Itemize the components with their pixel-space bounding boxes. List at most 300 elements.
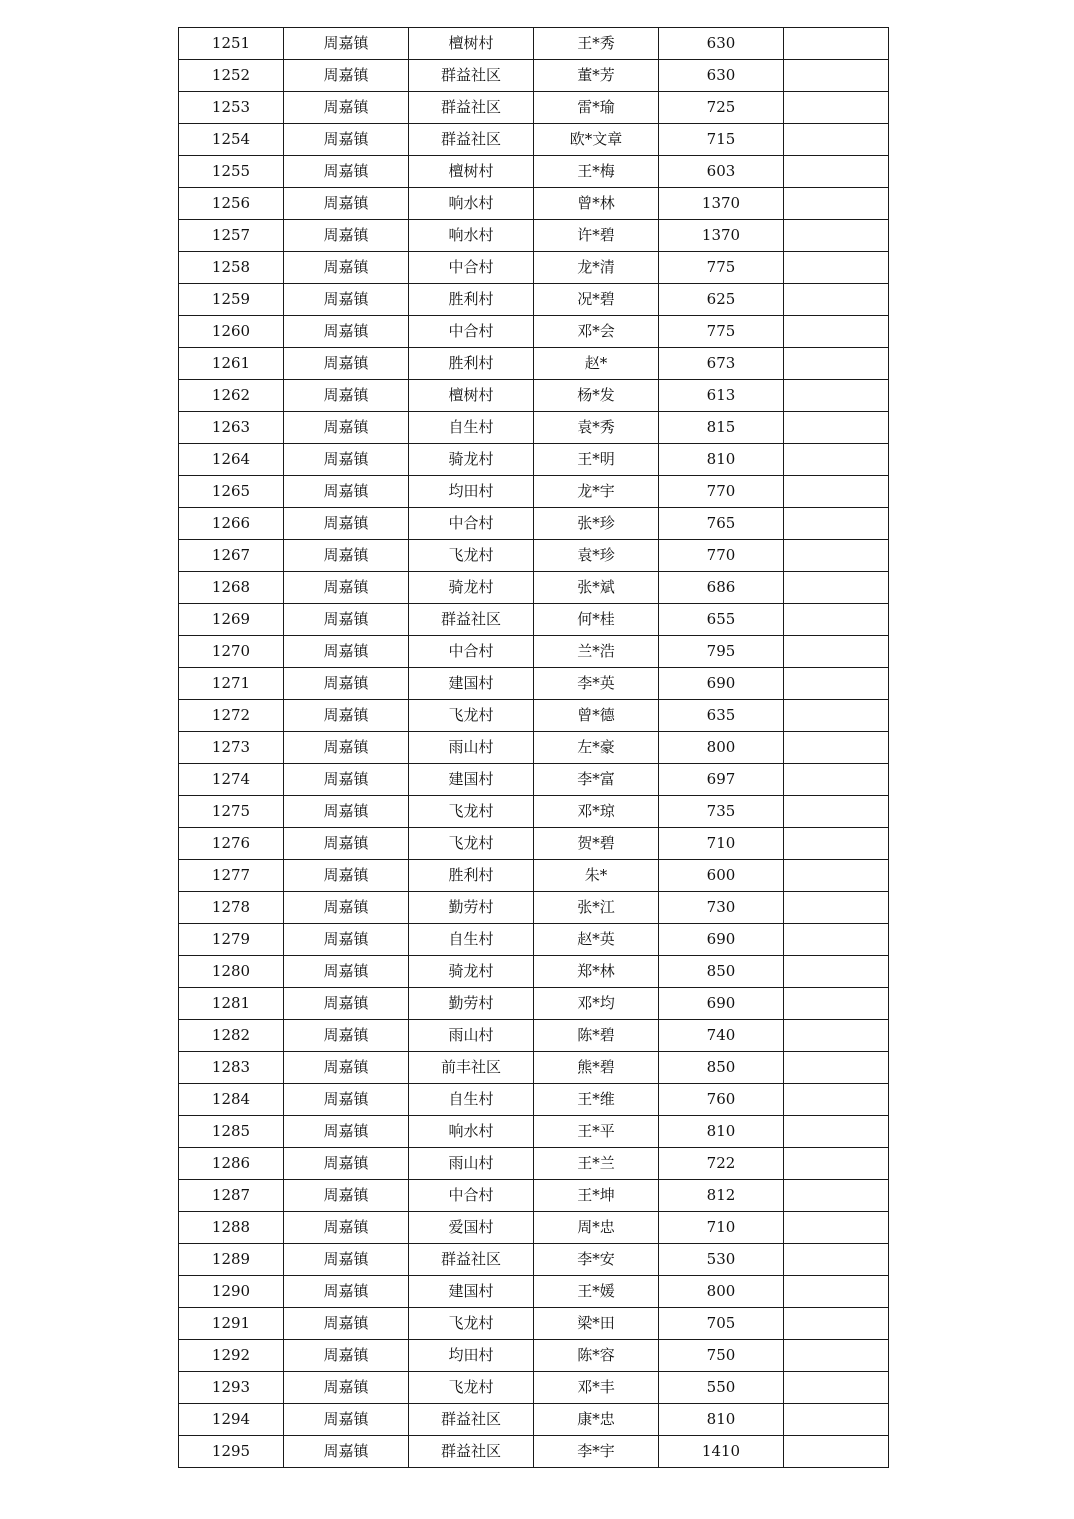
row-number-cell: 1259 — [179, 284, 284, 316]
village-cell: 建国村 — [409, 1276, 534, 1308]
row-number-cell: 1271 — [179, 668, 284, 700]
town-cell: 周嘉镇 — [284, 60, 409, 92]
town-cell: 周嘉镇 — [284, 124, 409, 156]
name-cell: 邓*琼 — [534, 796, 659, 828]
name-cell: 贺*碧 — [534, 828, 659, 860]
village-cell: 自生村 — [409, 412, 534, 444]
village-cell: 中合村 — [409, 636, 534, 668]
note-cell — [784, 444, 889, 476]
village-cell: 中合村 — [409, 252, 534, 284]
table-row — [179, 1372, 889, 1404]
row-number-cell: 1279 — [179, 924, 284, 956]
row-number-cell: 1277 — [179, 860, 284, 892]
table-row — [179, 444, 889, 476]
amount-cell: 530 — [659, 1244, 784, 1276]
name-cell: 王*明 — [534, 444, 659, 476]
row-number-cell: 1276 — [179, 828, 284, 860]
name-cell: 邓*均 — [534, 988, 659, 1020]
amount-cell: 815 — [659, 412, 784, 444]
table-row — [179, 252, 889, 284]
note-cell — [784, 252, 889, 284]
table-row — [179, 796, 889, 828]
amount-cell: 715 — [659, 124, 784, 156]
amount-cell: 613 — [659, 380, 784, 412]
town-cell: 周嘉镇 — [284, 1020, 409, 1052]
town-cell: 周嘉镇 — [284, 732, 409, 764]
table-row — [179, 1436, 889, 1468]
name-cell: 李*富 — [534, 764, 659, 796]
row-number-cell: 1261 — [179, 348, 284, 380]
amount-cell: 705 — [659, 1308, 784, 1340]
amount-cell: 630 — [659, 28, 784, 60]
row-number-cell: 1280 — [179, 956, 284, 988]
name-cell: 许*碧 — [534, 220, 659, 252]
village-cell: 雨山村 — [409, 1020, 534, 1052]
amount-cell: 690 — [659, 924, 784, 956]
village-cell: 雨山村 — [409, 732, 534, 764]
town-cell: 周嘉镇 — [284, 1180, 409, 1212]
town-cell: 周嘉镇 — [284, 1372, 409, 1404]
name-cell: 王*秀 — [534, 28, 659, 60]
name-cell: 张*斌 — [534, 572, 659, 604]
name-cell: 康*忠 — [534, 1404, 659, 1436]
village-cell: 檀树村 — [409, 380, 534, 412]
row-number-cell: 1267 — [179, 540, 284, 572]
amount-cell: 775 — [659, 316, 784, 348]
amount-cell: 630 — [659, 60, 784, 92]
town-cell: 周嘉镇 — [284, 764, 409, 796]
amount-cell: 710 — [659, 1212, 784, 1244]
note-cell — [784, 700, 889, 732]
village-cell: 飞龙村 — [409, 1372, 534, 1404]
note-cell — [784, 1052, 889, 1084]
name-cell: 邓*会 — [534, 316, 659, 348]
note-cell — [784, 1148, 889, 1180]
note-cell — [784, 636, 889, 668]
amount-cell: 1410 — [659, 1436, 784, 1468]
note-cell — [784, 1212, 889, 1244]
note-cell — [784, 1020, 889, 1052]
town-cell: 周嘉镇 — [284, 988, 409, 1020]
table-row — [179, 1052, 889, 1084]
row-number-cell: 1265 — [179, 476, 284, 508]
town-cell: 周嘉镇 — [284, 1148, 409, 1180]
amount-cell: 760 — [659, 1084, 784, 1116]
table-row — [179, 124, 889, 156]
village-cell: 骑龙村 — [409, 444, 534, 476]
row-number-cell: 1288 — [179, 1212, 284, 1244]
row-number-cell: 1289 — [179, 1244, 284, 1276]
town-cell: 周嘉镇 — [284, 796, 409, 828]
village-cell: 群益社区 — [409, 60, 534, 92]
name-cell: 王*梅 — [534, 156, 659, 188]
name-cell: 王*坤 — [534, 1180, 659, 1212]
table-row — [179, 764, 889, 796]
row-number-cell: 1281 — [179, 988, 284, 1020]
town-cell: 周嘉镇 — [284, 604, 409, 636]
note-cell — [784, 1084, 889, 1116]
row-number-cell: 1282 — [179, 1020, 284, 1052]
note-cell — [784, 412, 889, 444]
name-cell: 邓*丰 — [534, 1372, 659, 1404]
row-number-cell: 1258 — [179, 252, 284, 284]
table-row — [179, 188, 889, 220]
note-cell — [784, 668, 889, 700]
note-cell — [784, 764, 889, 796]
amount-cell: 722 — [659, 1148, 784, 1180]
row-number-cell: 1292 — [179, 1340, 284, 1372]
row-number-cell: 1274 — [179, 764, 284, 796]
village-cell: 群益社区 — [409, 92, 534, 124]
town-cell: 周嘉镇 — [284, 28, 409, 60]
row-number-cell: 1295 — [179, 1436, 284, 1468]
amount-cell: 795 — [659, 636, 784, 668]
note-cell — [784, 1180, 889, 1212]
village-cell: 胜利村 — [409, 284, 534, 316]
note-cell — [784, 924, 889, 956]
name-cell: 欧*文章 — [534, 124, 659, 156]
note-cell — [784, 284, 889, 316]
note-cell — [784, 508, 889, 540]
amount-cell: 673 — [659, 348, 784, 380]
town-cell: 周嘉镇 — [284, 348, 409, 380]
note-cell — [784, 380, 889, 412]
table-row — [179, 220, 889, 252]
village-cell: 建国村 — [409, 764, 534, 796]
amount-cell: 800 — [659, 732, 784, 764]
name-cell: 杨*发 — [534, 380, 659, 412]
table-row — [179, 28, 889, 60]
table-row — [179, 156, 889, 188]
village-cell: 群益社区 — [409, 1404, 534, 1436]
town-cell: 周嘉镇 — [284, 700, 409, 732]
town-cell: 周嘉镇 — [284, 92, 409, 124]
table-row — [179, 1308, 889, 1340]
town-cell: 周嘉镇 — [284, 860, 409, 892]
note-cell — [784, 1372, 889, 1404]
row-number-cell: 1266 — [179, 508, 284, 540]
row-number-cell: 1273 — [179, 732, 284, 764]
note-cell — [784, 220, 889, 252]
note-cell — [784, 92, 889, 124]
row-number-cell: 1272 — [179, 700, 284, 732]
amount-cell: 600 — [659, 860, 784, 892]
town-cell: 周嘉镇 — [284, 1308, 409, 1340]
row-number-cell: 1293 — [179, 1372, 284, 1404]
village-cell: 群益社区 — [409, 124, 534, 156]
town-cell: 周嘉镇 — [284, 1276, 409, 1308]
row-number-cell: 1253 — [179, 92, 284, 124]
note-cell — [784, 1276, 889, 1308]
village-cell: 飞龙村 — [409, 1308, 534, 1340]
amount-cell: 812 — [659, 1180, 784, 1212]
table-row — [179, 988, 889, 1020]
village-cell: 中合村 — [409, 508, 534, 540]
row-number-cell: 1255 — [179, 156, 284, 188]
table-row — [179, 348, 889, 380]
town-cell: 周嘉镇 — [284, 668, 409, 700]
amount-cell: 775 — [659, 252, 784, 284]
name-cell: 曾*德 — [534, 700, 659, 732]
name-cell: 张*珍 — [534, 508, 659, 540]
name-cell: 李*安 — [534, 1244, 659, 1276]
note-cell — [784, 732, 889, 764]
table-row — [179, 540, 889, 572]
name-cell: 郑*林 — [534, 956, 659, 988]
amount-cell: 735 — [659, 796, 784, 828]
name-cell: 袁*秀 — [534, 412, 659, 444]
note-cell — [784, 828, 889, 860]
village-cell: 群益社区 — [409, 604, 534, 636]
name-cell: 陈*容 — [534, 1340, 659, 1372]
town-cell: 周嘉镇 — [284, 284, 409, 316]
town-cell: 周嘉镇 — [284, 1340, 409, 1372]
village-cell: 雨山村 — [409, 1148, 534, 1180]
town-cell: 周嘉镇 — [284, 828, 409, 860]
town-cell: 周嘉镇 — [284, 1052, 409, 1084]
town-cell: 周嘉镇 — [284, 1404, 409, 1436]
town-cell: 周嘉镇 — [284, 1436, 409, 1468]
amount-cell: 686 — [659, 572, 784, 604]
note-cell — [784, 860, 889, 892]
row-number-cell: 1284 — [179, 1084, 284, 1116]
note-cell — [784, 124, 889, 156]
table-row — [179, 860, 889, 892]
town-cell: 周嘉镇 — [284, 1244, 409, 1276]
name-cell: 周*忠 — [534, 1212, 659, 1244]
row-number-cell: 1285 — [179, 1116, 284, 1148]
amount-cell: 690 — [659, 988, 784, 1020]
table-body — [179, 28, 889, 1468]
table-row — [179, 60, 889, 92]
amount-cell: 770 — [659, 540, 784, 572]
amount-cell: 850 — [659, 956, 784, 988]
row-number-cell: 1270 — [179, 636, 284, 668]
village-cell: 檀树村 — [409, 156, 534, 188]
name-cell: 梁*田 — [534, 1308, 659, 1340]
amount-cell: 740 — [659, 1020, 784, 1052]
amount-cell: 1370 — [659, 220, 784, 252]
town-cell: 周嘉镇 — [284, 188, 409, 220]
name-cell: 袁*珍 — [534, 540, 659, 572]
table-row — [179, 572, 889, 604]
amount-cell: 710 — [659, 828, 784, 860]
table-row — [179, 1340, 889, 1372]
town-cell: 周嘉镇 — [284, 220, 409, 252]
village-cell: 飞龙村 — [409, 700, 534, 732]
amount-cell: 725 — [659, 92, 784, 124]
table-row — [179, 956, 889, 988]
amount-cell: 550 — [659, 1372, 784, 1404]
name-cell: 龙*宇 — [534, 476, 659, 508]
village-cell: 骑龙村 — [409, 956, 534, 988]
village-cell: 勤劳村 — [409, 892, 534, 924]
data-table — [178, 27, 889, 1468]
name-cell: 曾*林 — [534, 188, 659, 220]
town-cell: 周嘉镇 — [284, 380, 409, 412]
amount-cell: 810 — [659, 1116, 784, 1148]
note-cell — [784, 604, 889, 636]
amount-cell: 730 — [659, 892, 784, 924]
table-row — [179, 1180, 889, 1212]
village-cell: 爱国村 — [409, 1212, 534, 1244]
row-number-cell: 1294 — [179, 1404, 284, 1436]
amount-cell: 765 — [659, 508, 784, 540]
note-cell — [784, 60, 889, 92]
note-cell — [784, 1404, 889, 1436]
table-row — [179, 1212, 889, 1244]
amount-cell: 635 — [659, 700, 784, 732]
row-number-cell: 1278 — [179, 892, 284, 924]
name-cell: 兰*浩 — [534, 636, 659, 668]
village-cell: 前丰社区 — [409, 1052, 534, 1084]
town-cell: 周嘉镇 — [284, 252, 409, 284]
row-number-cell: 1269 — [179, 604, 284, 636]
town-cell: 周嘉镇 — [284, 1084, 409, 1116]
town-cell: 周嘉镇 — [284, 636, 409, 668]
table-row — [179, 92, 889, 124]
town-cell: 周嘉镇 — [284, 444, 409, 476]
row-number-cell: 1275 — [179, 796, 284, 828]
amount-cell: 770 — [659, 476, 784, 508]
name-cell: 王*媛 — [534, 1276, 659, 1308]
row-number-cell: 1260 — [179, 316, 284, 348]
row-number-cell: 1263 — [179, 412, 284, 444]
amount-cell: 603 — [659, 156, 784, 188]
town-cell: 周嘉镇 — [284, 316, 409, 348]
name-cell: 李*英 — [534, 668, 659, 700]
row-number-cell: 1290 — [179, 1276, 284, 1308]
row-number-cell: 1251 — [179, 28, 284, 60]
amount-cell: 690 — [659, 668, 784, 700]
table-row — [179, 412, 889, 444]
table-row — [179, 1148, 889, 1180]
name-cell: 雷*瑜 — [534, 92, 659, 124]
town-cell: 周嘉镇 — [284, 572, 409, 604]
name-cell: 李*宇 — [534, 1436, 659, 1468]
note-cell — [784, 348, 889, 380]
row-number-cell: 1268 — [179, 572, 284, 604]
table-row — [179, 1244, 889, 1276]
amount-cell: 850 — [659, 1052, 784, 1084]
note-cell — [784, 1244, 889, 1276]
town-cell: 周嘉镇 — [284, 924, 409, 956]
town-cell: 周嘉镇 — [284, 1116, 409, 1148]
town-cell: 周嘉镇 — [284, 412, 409, 444]
row-number-cell: 1256 — [179, 188, 284, 220]
table-row — [179, 828, 889, 860]
row-number-cell: 1286 — [179, 1148, 284, 1180]
table-row — [179, 1404, 889, 1436]
row-number-cell: 1287 — [179, 1180, 284, 1212]
row-number-cell: 1252 — [179, 60, 284, 92]
village-cell: 飞龙村 — [409, 796, 534, 828]
amount-cell: 625 — [659, 284, 784, 316]
note-cell — [784, 540, 889, 572]
name-cell: 熊*碧 — [534, 1052, 659, 1084]
amount-cell: 1370 — [659, 188, 784, 220]
name-cell: 王*维 — [534, 1084, 659, 1116]
table-row — [179, 892, 889, 924]
note-cell — [784, 156, 889, 188]
table-row — [179, 700, 889, 732]
town-cell: 周嘉镇 — [284, 508, 409, 540]
village-cell: 自生村 — [409, 924, 534, 956]
village-cell: 建国村 — [409, 668, 534, 700]
village-cell: 响水村 — [409, 220, 534, 252]
village-cell: 响水村 — [409, 188, 534, 220]
note-cell — [784, 316, 889, 348]
note-cell — [784, 28, 889, 60]
name-cell: 张*江 — [534, 892, 659, 924]
table-row — [179, 636, 889, 668]
note-cell — [784, 572, 889, 604]
name-cell: 龙*清 — [534, 252, 659, 284]
note-cell — [784, 956, 889, 988]
table-row — [179, 1116, 889, 1148]
village-cell: 中合村 — [409, 316, 534, 348]
name-cell: 王*平 — [534, 1116, 659, 1148]
table-row — [179, 380, 889, 412]
village-cell: 胜利村 — [409, 860, 534, 892]
town-cell: 周嘉镇 — [284, 156, 409, 188]
row-number-cell: 1262 — [179, 380, 284, 412]
amount-cell: 800 — [659, 1276, 784, 1308]
village-cell: 骑龙村 — [409, 572, 534, 604]
town-cell: 周嘉镇 — [284, 476, 409, 508]
amount-cell: 655 — [659, 604, 784, 636]
village-cell: 自生村 — [409, 1084, 534, 1116]
town-cell: 周嘉镇 — [284, 540, 409, 572]
row-number-cell: 1257 — [179, 220, 284, 252]
note-cell — [784, 1116, 889, 1148]
note-cell — [784, 988, 889, 1020]
name-cell: 左*豪 — [534, 732, 659, 764]
village-cell: 群益社区 — [409, 1436, 534, 1468]
row-number-cell: 1291 — [179, 1308, 284, 1340]
name-cell: 赵* — [534, 348, 659, 380]
table-row — [179, 732, 889, 764]
town-cell: 周嘉镇 — [284, 1212, 409, 1244]
village-cell: 檀树村 — [409, 28, 534, 60]
note-cell — [784, 796, 889, 828]
name-cell: 朱* — [534, 860, 659, 892]
town-cell: 周嘉镇 — [284, 956, 409, 988]
name-cell: 王*兰 — [534, 1148, 659, 1180]
amount-cell: 810 — [659, 1404, 784, 1436]
table-row — [179, 508, 889, 540]
note-cell — [784, 188, 889, 220]
name-cell: 董*芳 — [534, 60, 659, 92]
village-cell: 群益社区 — [409, 1244, 534, 1276]
village-cell: 均田村 — [409, 1340, 534, 1372]
table-row — [179, 284, 889, 316]
name-cell: 陈*碧 — [534, 1020, 659, 1052]
amount-cell: 750 — [659, 1340, 784, 1372]
note-cell — [784, 1436, 889, 1468]
village-cell: 均田村 — [409, 476, 534, 508]
note-cell — [784, 476, 889, 508]
village-cell: 勤劳村 — [409, 988, 534, 1020]
village-cell: 中合村 — [409, 1180, 534, 1212]
table-row — [179, 316, 889, 348]
village-cell: 胜利村 — [409, 348, 534, 380]
village-cell: 飞龙村 — [409, 540, 534, 572]
row-number-cell: 1264 — [179, 444, 284, 476]
village-cell: 飞龙村 — [409, 828, 534, 860]
amount-cell: 697 — [659, 764, 784, 796]
amount-cell: 810 — [659, 444, 784, 476]
